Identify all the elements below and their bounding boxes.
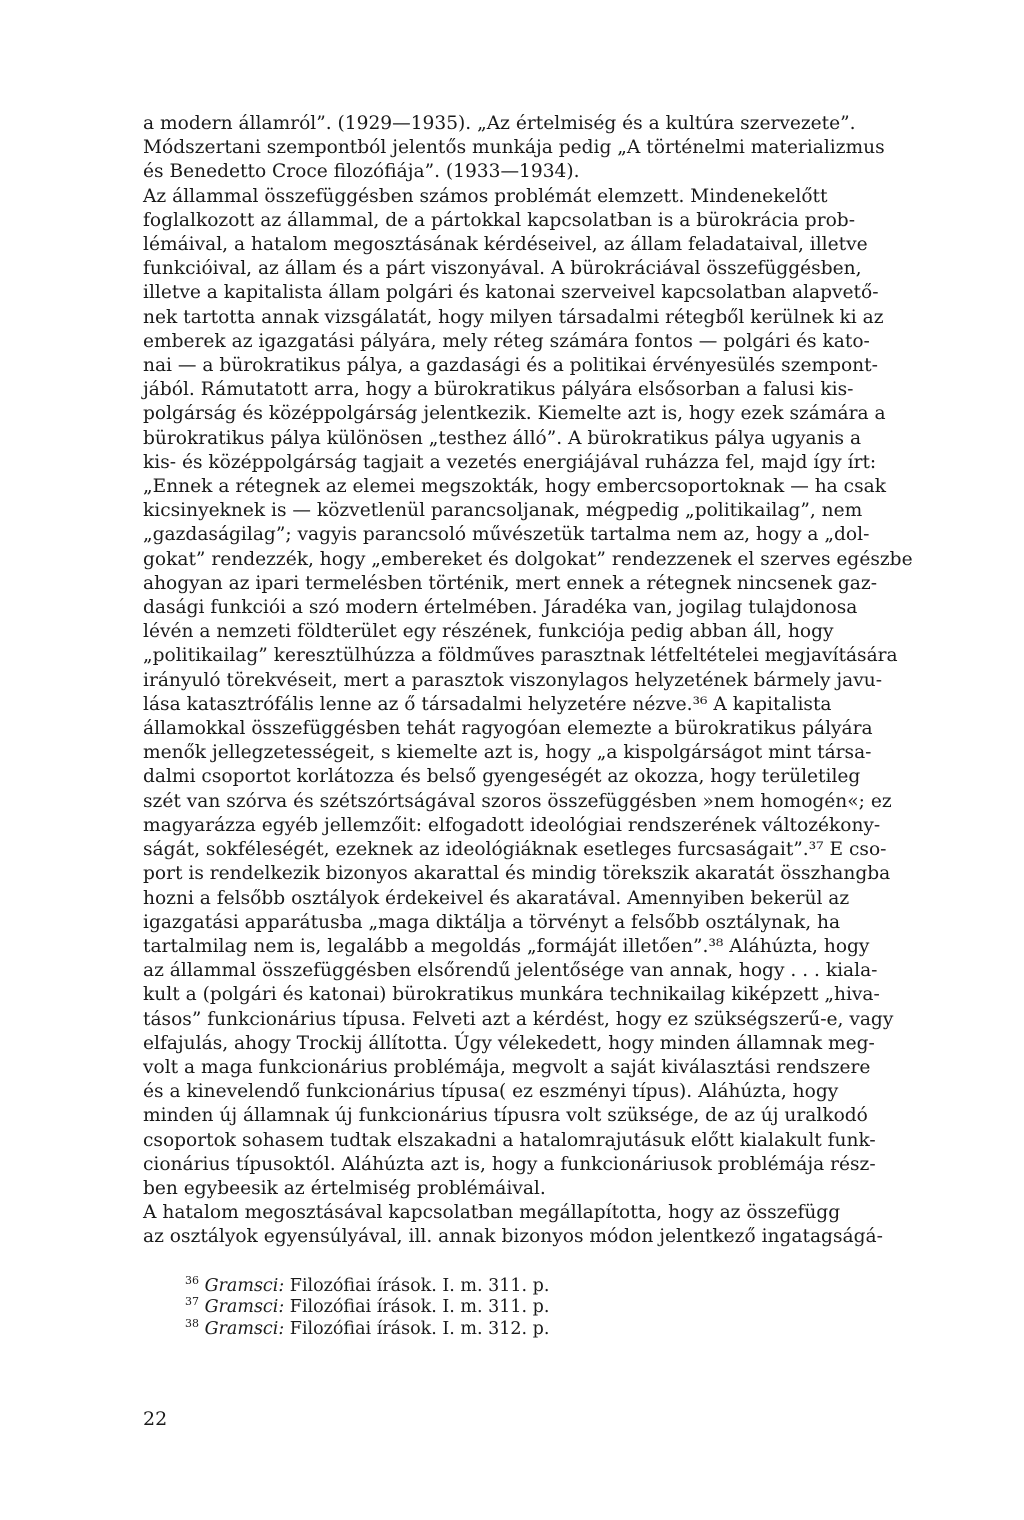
footnote-text: Filozófiai írások. I. m. 311. p.	[284, 1275, 550, 1296]
footnotes	[185, 1273, 981, 1341]
page-number: 22	[143, 1408, 168, 1430]
footnote-text: Filozófiai írások. I. m. 312. p.	[284, 1318, 550, 1339]
footnote-author: Gramsci:	[204, 1297, 285, 1318]
page-body	[143, 112, 981, 1340]
footnote-38	[185, 1316, 981, 1341]
paragraph-2: Az állammal összefüggésben számos problémát elemzett. Mindenekelőtt foglalkozott az állammal, de a pártokkal kapcsolatban is a bürokrácia prob- lémáival, a hatalom megosztásának kérdéseivel, az állam feladataival, illetve funkcióival, az állam és a párt viszonyával. A bürokráciával összefüggésben, illetve a kapitalista állam polgári és katonai szerveivel kapcsolatban alapvető- nek tartotta annak vizsgálatát, hogy milyen társadalmi rétegből kerülnek ki az emberek az igazgatási pályára, mely réteg számára fontos — polgári és kato- nai — a bürokratikus pálya, a gazdasági és a politikai érvényesülés szempont- jából. Rámutatott arra, hogy a bürokratikus pályára elsősorban a falusi kis- polgárság és középpolgárság jelentkezik. Kiemelte azt is, hogy ezek számára a bürokratikus pálya különösen „testhez álló”. A bürokratikus pálya ugyanis a kis- és középpolgárság tagjait a vezetés energiájával ruházza fel, majd így írt: „Ennek a rétegnek az elemei megszokták, hogy embercsoportoknak — ha csak kicsinyeknek is — közvetlenül parancsoljanak, mégpedig „politikailag”, nem „gazdaságilag”; vagyis parancsoló művészetük tartalma nem az, hogy a „dol- gokat” rendezzék, hogy „embereket és dolgokat” rendezzenek el szerves egészbe ahogyan az ipari termelésben történik, mert ennek a rétegnek nincsenek gaz- dasági funkciói a szó modern értelmében. Járadéka van, jogilag tulajdonosa lévén a nemzeti földterület egy részének, funkciója pedig abban áll, hogy „politikailag” keresztülhúzza a földműves parasztnak létfeltételei megjavítására irányuló törekvéseit, mert a parasztok viszonylagos helyzetének bármely javu- lása katasztrófális lenne az ő társadalmi helyzetére nézve.³⁶ A kapitalista államokkal összefüggésben tehát ragyogóan elemezte a bürokratikus pályára menők jellegzetességeit, s kiemelte azt is, hogy „a kispolgárságot mint társa- dalmi csoportot korlátozza és belső gyengeségét az okozza, hogy területileg szét van szórva és szétszórtságával szoros összefüggésben »nem homogén«; ez magyarázza egyéb jellemzőit: elfogadott ideológiai rendszerének változékony- ságát, sokféleségét, ezeknek az ideológiáknak esetleges furcsaságait”.³⁷ E cso- port is rendelkezik bizonyos akarattal és mindig törekszik akaratát összhangba hozni a felsőbb osztályok érdekeivel és akaratával. Amennyiben bekerül az igazgatási apparátusba „maga diktálja a törvényt a felsőbb osztálynak, ha tartalmilag nem is, legalább a megoldás „formáját illetően”.³⁸ Aláhúzta, hogy az állammal összefüggésben elsőrendű jelentősége van annak, hogy . . . kiala- kult a (polgári és katonai) bürokratikus munkára technikailag kiképzett „hiva- tásos” funkcionárius típusa. Felveti azt a kérdést, hogy ez szükségszerű-e, vagy elfajulás, ahogy Trockij állította. Úgy vélekedett, hogy minden államnak meg- volt a maga funkcionárius problémája, megvolt a saját kiválasztási rendszere és a kinevelendő funkcionárius típusa( ez eszményi típus). Aláhúzta, hogy minden új államnak új funkcionárius típusra volt szüksége, de az új uralkodó csoportok sohasem tudtak elszakadni a hatalomrajutásuk előtt kialakult funk- cionárius típusoktól. Aláhúzta azt is, hogy a funkcionáriusok problémája rész- ben egybeesik az értelmiség problémáival.	[143, 185, 913, 1199]
paragraph-1: a modern államról”. (1929—1935). „Az értelmiség és a kultúra szervezete”. Módszertani szempontból jelentős munkája pedig „A történelmi materializmus és Benedetto Croce filozófiája”. (1933—1934).	[143, 113, 885, 183]
footnote-37	[185, 1297, 981, 1319]
footnote-number: 38	[185, 1316, 199, 1330]
footnote-author: Gramsci:	[204, 1318, 285, 1339]
footnote-text: Filozófiai írások. I. m. 311. p.	[284, 1297, 550, 1318]
footnote-author: Gramsci:	[204, 1275, 285, 1296]
footnote-number: 36	[185, 1273, 199, 1287]
paragraph-3: A hatalom megosztásával kapcsolatban megállapította, hogy az összefügg az osztályok egyensúlyával, ill. annak bizonyos módon jelentkező ingatagságá-	[143, 1202, 883, 1248]
footnote-36	[185, 1273, 981, 1298]
footnote-number: 37	[185, 1295, 199, 1309]
